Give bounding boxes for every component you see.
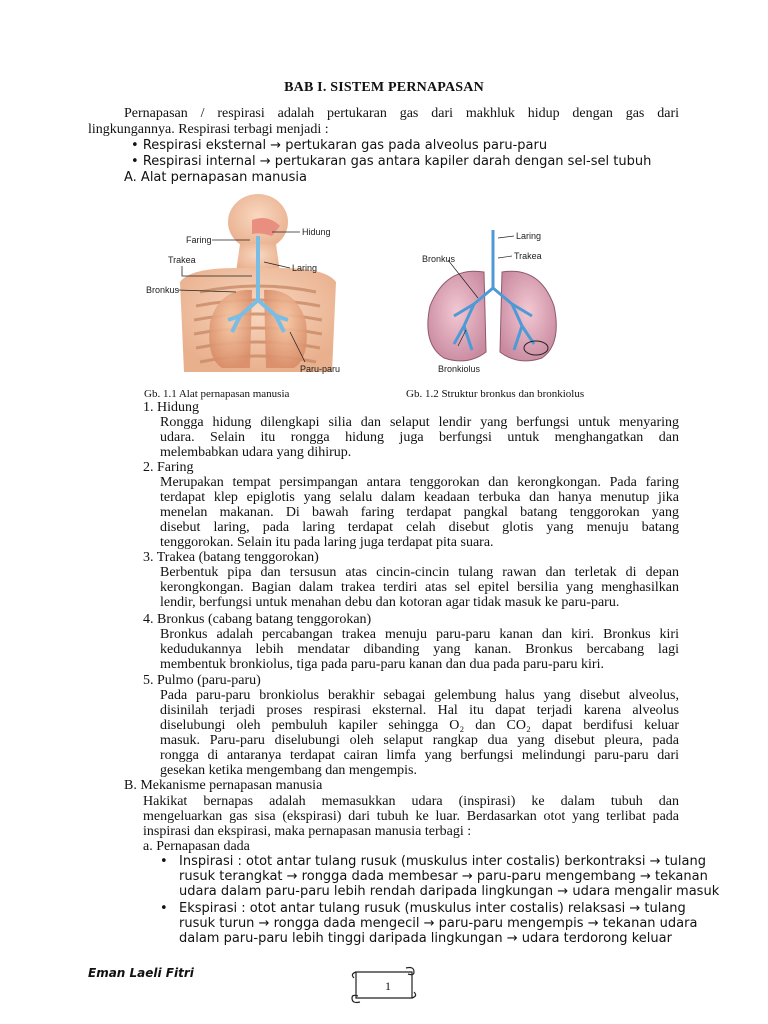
section-a-heading: A. Alat pernapasan manusia (124, 170, 307, 185)
label-bronkus-2: Bronkus (422, 254, 456, 264)
section-b-line-3: inspirasi dan ekspirasi, maka pernapasan manusia terbagi : (143, 824, 472, 839)
ekspirasi-line-3: dalam paru-paru lebih tinggi daripada lingkungan → udara terdorong keluar (179, 931, 672, 946)
item-heading: 4. Bronkus (cabang batang tenggorokan) (143, 612, 372, 627)
item-text-line: Berbentuk pipa dan tersusun atas cincin-cincin tulang rawan dan terletak di depan (160, 565, 679, 580)
author-name: Eman Laeli Fitri (88, 966, 194, 980)
inspirasi-line-3: udara dalam paru-paru lebih rendah daripada lingkungan → udara mengalir masuk (179, 884, 720, 899)
item-text-line: Merupakan tempat persimpangan antara tenggorokan dan kerongkongan. Pada faring (160, 475, 679, 490)
bullet-dot-icon: • (160, 901, 168, 916)
item-text-line: masuk. Paru-paru diselubungi oleh selaput rangkap dua yang disebut pleura, pada (160, 733, 679, 748)
intro-line-1: Pernapasan / respirasi adalah pertukaran gas dari makhluk hidup dengan gas dari (124, 106, 679, 121)
label-bronkus: Bronkus (146, 285, 180, 295)
intro-bullet-2: • Respirasi internal → pertukaran gas antara kapiler darah dengan sel-sel tubuh (131, 154, 652, 169)
label-laring: Laring (292, 263, 318, 273)
label-bronkiolus: Bronkiolus (438, 364, 481, 374)
item-text-line: gesekan ketika mengembang dan mengempis. (160, 763, 417, 778)
item-text-line: Pada paru-paru bronkiolus berakhir sebagai gelembung halus yang disebut alveolus, (160, 688, 679, 703)
respiratory-system-figure (140, 192, 365, 387)
item-text-line: menelan makanan. Di bawah faring terdapat pangkal batang tenggorokan yang (160, 505, 679, 520)
item-text-line: tenggorokan. Selain itu pada laring juga terdapat pita suara. (160, 535, 494, 550)
section-b-heading: B. Mekanisme pernapasan manusia (124, 778, 323, 793)
item-text-line: terdapat klep epiglotis yang selalu dalam keadaan terbuka dan hanya menutup jika (160, 490, 679, 505)
label-paru: Paru-paru (300, 364, 341, 374)
ekspirasi-line-2: rusuk turun → rongga dada mengecil → paru-paru mengempis → tekanan udara (179, 916, 698, 931)
item-text-line: lendir, berfungsi untuk menahan debu dan kotoran agar tidak masuk ke paru-paru. (160, 595, 620, 610)
inspirasi-line-1: Inspirasi : otot antar tulang rusuk (muskulus inter costalis) berkontraksi → tulang (179, 854, 706, 869)
left-lung-2 (428, 271, 486, 361)
item-heading: 1. Hidung (143, 400, 199, 415)
intro-bullet-1: • Respirasi eksternal → pertukaran gas pada alveolus paru-paru (131, 138, 548, 153)
item-heading: 5. Pulmo (paru-paru) (143, 673, 261, 688)
label-laring-2: Laring (516, 231, 542, 241)
inspirasi-line-2: rusuk terangkat → rongga dada membesar → paru-paru mengembang → tekanan (179, 869, 708, 884)
item-text-line: diselubungi oleh pembuluh kapiler sehingga O₂ dan CO₂ dapat berdifusi keluar (160, 718, 679, 733)
item-heading: 3. Trakea (batang tenggorokan) (143, 550, 319, 565)
label-faring: Faring (186, 235, 212, 245)
label-trakea-2: Trakea (514, 251, 542, 261)
item-text-line: disebut laring, pada laring terdapat celah disebut glotis yang menuju batang (160, 520, 679, 535)
intro-line-2: lingkungannya. Respirasi terbagi menjadi : (88, 122, 329, 137)
ekspirasi-line-1: Ekspirasi : otot antar tulang rusuk (muskulus inter costalis) relaksasi → tulang (179, 901, 686, 916)
chapter-title: BAB I. SISTEM PERNAPASAN (284, 80, 484, 95)
figure-1-caption: Gb. 1.1 Alat pernapasan manusia (144, 388, 290, 400)
item-text-line: Bronkus adalah percabangan trakea menuju paru-paru kanan dan kiri. Bronkus kiri (160, 627, 679, 642)
section-b-line-1: Hakikat bernapas adalah memasukkan udara (inspirasi) ke dalam tubuh dan (143, 794, 679, 809)
item-text-line: Rongga hidung dilengkapi silia dan selaput lendir yang berfungsi untuk menyaring (160, 415, 679, 430)
item-text-line: kedudukannya lebih mendatar dibanding yang kanan. Bronkus bercabang lagi (160, 642, 679, 657)
bullet-dot-icon: • (160, 854, 168, 869)
item-text-line: membentuk bronkiolus, tiga pada paru-paru kanan dan dua pada paru-paru kiri. (160, 657, 604, 672)
label-hidung: Hidung (302, 227, 331, 237)
item-text-line: kerongkongan. Bagian dalam trakea terdiri atas sel epitel bersilia yang menghasilkan (160, 580, 679, 595)
item-text-line: udara. Selain itu rongga hidung juga berfungsi untuk menghangatkan dan (160, 430, 679, 445)
item-text-line: rongga di antaranya terdapat cairan limfa yang berfungsi melindungi paru-paru dari (160, 748, 679, 763)
page-number: 1 (385, 979, 391, 993)
item-text-line: melembabkan udara yang dihirup. (160, 445, 352, 460)
sub-a-heading: a. Pernapasan dada (143, 839, 250, 854)
bullet-dot-icon: • (131, 138, 143, 153)
bullet-dot-icon: • (131, 154, 143, 169)
bronchus-structure-figure (418, 226, 568, 374)
item-text-line: disinilah terjadi proses respirasi eksternal. Hal itu dapat terjadi karena alveolus (160, 703, 679, 718)
item-heading: 2. Faring (143, 460, 194, 475)
section-b-line-2: mengeluarkan gas sisa (ekspirasi) dari tubuh ke luar. Berdasarkan otot yang terlibat pada (143, 809, 679, 824)
figure-2-caption: Gb. 1.2 Struktur bronkus dan bronkiolus (406, 388, 585, 400)
label-trakea: Trakea (168, 255, 196, 265)
